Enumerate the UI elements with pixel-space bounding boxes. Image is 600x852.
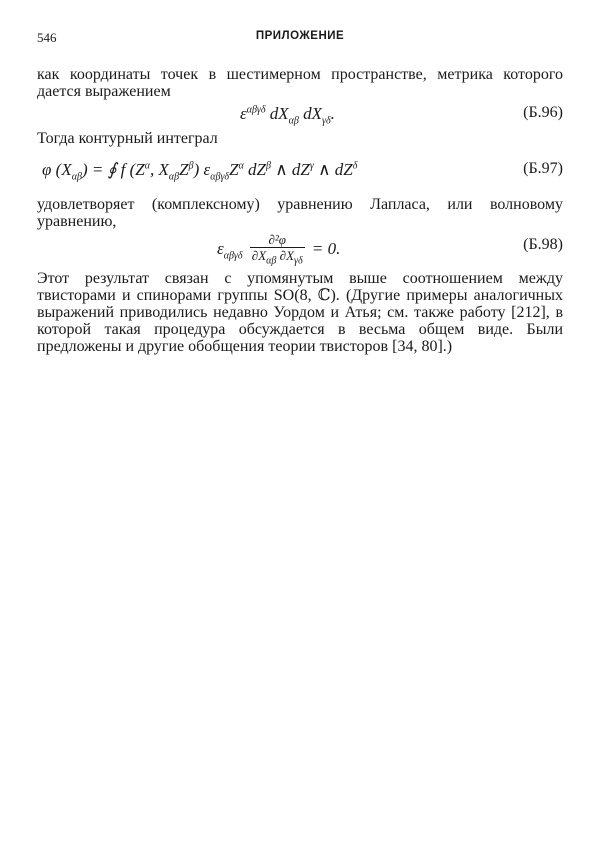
running-title: ПРИЛОЖЕНИЕ — [255, 30, 345, 42]
paragraph-twistors-spinors: Этот результат связан с упомянутым выше соотношением между твисторами и спинорами группы SO(8, ℂ). (Другие примеры аналогичных выражений приводились недавно Уордом и Атья; см. также работу [212], в которой такая процедура обсуждается в весьма общем виде. Были предложены и другие обобщения теории твисторов [34, 80].) — [37, 270, 563, 355]
equation-b98-formula: $\varepsilon_{\alpha\beta\gamma\delta}$ $\frac{\text{∂²φ}}{\partial X_{\alpha\beta} \partial X_{\gamma\delta}}$ = 0. — [217, 232, 341, 267]
equation-b96-formula: $\varepsilon^{\alpha\beta\gamma\delta}$ $dX_{\alpha\beta}$ $dX_{\gamma\delta}$. — [240, 104, 335, 127]
equation-b96 — [37, 104, 563, 130]
paragraph-laplace: удовлетворяет (комплексному) уравнению Лапласа, или волновому уравнению, — [37, 196, 563, 230]
running-head — [37, 30, 563, 50]
paragraph-metric: как координаты точек в шестимерном пространстве, метрика которого дается выражением — [37, 66, 563, 100]
page-number: 546 — [37, 30, 57, 45]
equation-b97-number: (Б.97) — [523, 160, 563, 177]
paragraph-contour-integral: Тогда контурный интеграл — [37, 130, 218, 147]
equation-b97-formula: φ $(X_{\alpha\beta})$ = ∮ f ($Z^\alpha$, $X_{\alpha\beta}Z^\beta$) $\varepsilon_{\alpha\beta\gamma\delta}Z^\alpha$ $dZ^\beta$ ∧ $dZ^\gamma$ ∧ $dZ^\delta$ — [42, 160, 358, 183]
equation-b96-number: (Б.96) — [523, 104, 563, 121]
equation-b98-rhs: = 0. — [311, 239, 341, 259]
equation-b97 — [37, 160, 563, 186]
equation-b98-fraction: $\frac{\text{∂²φ}}{\partial X_{\alpha\beta} \partial X_{\gamma\delta}}$ — [251, 232, 303, 267]
equation-b98 — [37, 230, 563, 270]
equation-b98-number: (Б.98) — [523, 236, 563, 253]
